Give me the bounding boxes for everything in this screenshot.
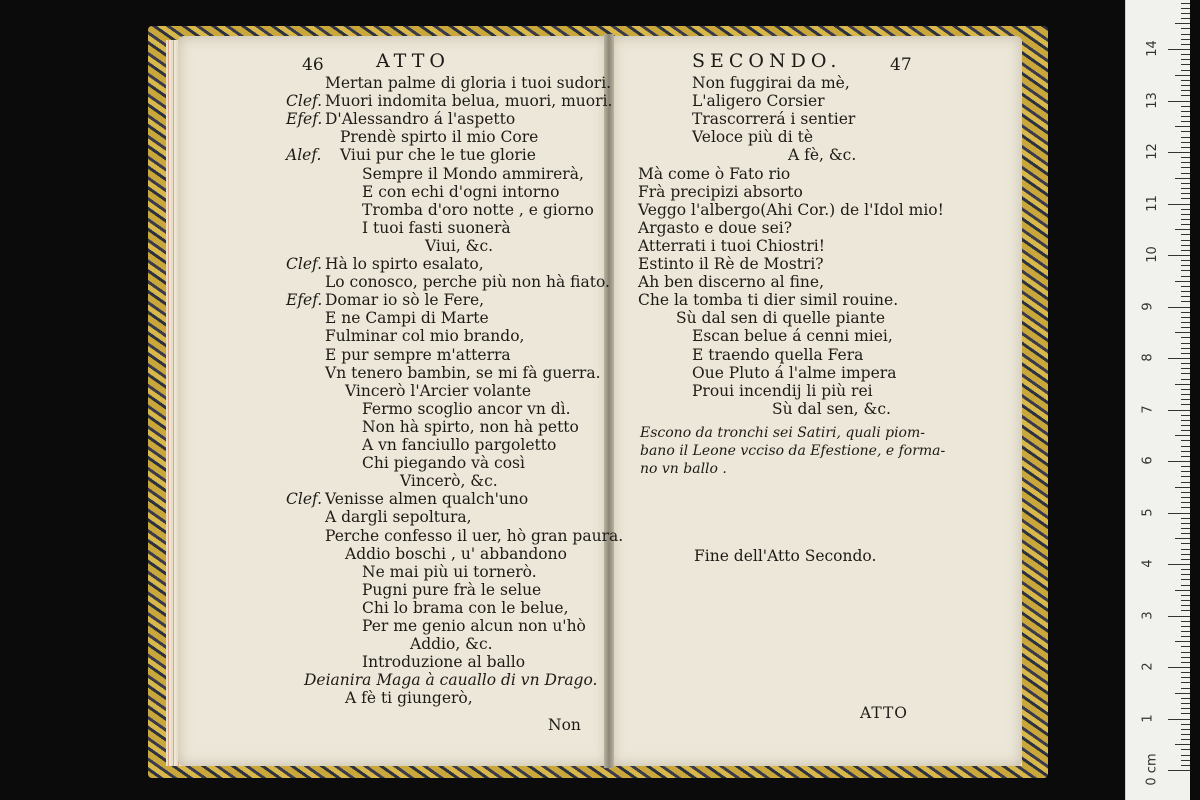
verse-line: Perche confesso il uer, hò gran paura. bbox=[325, 526, 624, 545]
right-page-number: 47 bbox=[890, 55, 912, 75]
ruler-tick bbox=[1181, 569, 1190, 570]
ruler-number: 10 bbox=[1144, 246, 1160, 263]
speaker-label: Clef. bbox=[286, 490, 323, 509]
ruler-tick bbox=[1181, 760, 1190, 761]
ruler-tick bbox=[1181, 574, 1190, 575]
ruler-tick bbox=[1181, 451, 1190, 452]
ruler-number: 7 bbox=[1140, 404, 1156, 414]
ruler-tick bbox=[1168, 719, 1190, 720]
ruler-tick bbox=[1181, 162, 1190, 163]
end-of-act-note: Fine dell'Atto Secondo. bbox=[694, 547, 877, 565]
verse-line: Pugni pure frà le selue bbox=[362, 580, 542, 599]
stage-direction-line-3: no vn ballo . bbox=[640, 461, 727, 477]
ruler-tick bbox=[1181, 106, 1190, 107]
ruler-tick bbox=[1181, 34, 1190, 35]
book-gutter bbox=[604, 34, 614, 768]
verse-line: Chi lo brama con le belue, bbox=[362, 598, 569, 617]
ruler-tick bbox=[1175, 178, 1190, 179]
ruler-tick bbox=[1168, 770, 1190, 771]
ruler-number: 5 bbox=[1140, 507, 1156, 517]
verse-line: Sù dal sen, &c. bbox=[772, 399, 891, 418]
ruler-tick bbox=[1181, 368, 1190, 369]
ruler-tick bbox=[1175, 435, 1190, 436]
ruler-tick bbox=[1181, 147, 1190, 148]
ruler-tick bbox=[1181, 626, 1190, 627]
ruler-tick bbox=[1181, 348, 1190, 349]
verse-line: Fermo scoglio ancor vn dì. bbox=[362, 399, 571, 418]
ruler-tick bbox=[1181, 198, 1190, 199]
ruler-tick bbox=[1181, 59, 1190, 60]
verse-line: Trascorrerá i sentier bbox=[692, 110, 856, 129]
ruler-number: 14 bbox=[1144, 40, 1160, 57]
verse-line: Non hà spirto, non hà petto bbox=[362, 417, 579, 436]
right-catchword: ATTO bbox=[860, 704, 909, 722]
ruler-tick bbox=[1168, 513, 1190, 514]
verse-line: Per me genio alcun non u'hò bbox=[362, 617, 586, 635]
ruler-tick bbox=[1181, 250, 1190, 251]
verse-line: Frà precipizi absorto bbox=[638, 182, 803, 201]
ruler-tick bbox=[1181, 579, 1190, 580]
ruler-tick bbox=[1181, 363, 1190, 364]
ruler-tick bbox=[1181, 425, 1190, 426]
verse-line: Oue Pluto á l'alme impera bbox=[692, 363, 897, 382]
ruler-tick bbox=[1181, 698, 1190, 699]
verse-line: Tromba d'oro notte , e giorno bbox=[362, 200, 594, 219]
ruler-number: 8 bbox=[1140, 353, 1156, 362]
ruler-tick bbox=[1181, 420, 1190, 421]
verse-line: A dargli sepoltura, bbox=[325, 508, 472, 527]
ruler-tick bbox=[1181, 729, 1190, 730]
verse-line: Proui incendij li più rei bbox=[692, 381, 873, 400]
ruler-tick bbox=[1181, 317, 1190, 318]
verse-line: Vn tenero bambin, se mi fà guerra. bbox=[325, 363, 601, 382]
ruler-number: 11 bbox=[1144, 194, 1160, 212]
ruler-number: 3 bbox=[1140, 610, 1156, 620]
verse-line: Deianira Maga à cauallo di vn Drago. bbox=[304, 671, 598, 690]
verse-line: Viui, &c. bbox=[425, 236, 494, 255]
ruler-tick bbox=[1181, 260, 1190, 261]
ruler-tick bbox=[1181, 219, 1190, 220]
verse-line: E pur sempre m'atterra bbox=[325, 345, 511, 364]
ruler-tick bbox=[1175, 75, 1190, 76]
ruler-tick bbox=[1181, 724, 1190, 725]
ruler-tick bbox=[1181, 234, 1190, 235]
ruler-tick bbox=[1181, 605, 1190, 606]
ruler-tick bbox=[1181, 373, 1190, 374]
ruler-tick bbox=[1181, 265, 1190, 266]
ruler-tick bbox=[1181, 245, 1190, 246]
ruler-tick bbox=[1175, 590, 1190, 591]
ruler-tick bbox=[1181, 13, 1190, 14]
ruler-tick bbox=[1175, 641, 1190, 642]
ruler-tick bbox=[1168, 461, 1190, 462]
ruler-tick bbox=[1168, 49, 1190, 50]
verse-line: A fè, &c. bbox=[788, 146, 857, 165]
ruler-tick bbox=[1181, 85, 1190, 86]
ruler-tick bbox=[1168, 564, 1190, 565]
ruler-tick bbox=[1181, 353, 1190, 354]
speaker-label: Efef. bbox=[286, 110, 323, 129]
ruler-tick bbox=[1181, 507, 1190, 508]
ruler-number: 2 bbox=[1140, 662, 1156, 671]
ruler-tick bbox=[1181, 209, 1190, 210]
ruler-tick bbox=[1181, 90, 1190, 91]
ruler-tick bbox=[1181, 559, 1190, 560]
ruler-tick bbox=[1181, 188, 1190, 189]
ruler-tick bbox=[1181, 646, 1190, 647]
ruler-tick bbox=[1181, 497, 1190, 498]
ruler-tick bbox=[1181, 543, 1190, 544]
verse-line: E traendo quella Fera bbox=[692, 345, 864, 364]
ruler-tick bbox=[1181, 492, 1190, 493]
verse-line: Ah ben discerno al fine, bbox=[638, 273, 824, 292]
ruler-tick bbox=[1181, 193, 1190, 194]
verse-line: Prendè spirto il mio Core bbox=[340, 128, 539, 147]
ruler-tick bbox=[1181, 404, 1190, 405]
ruler-tick bbox=[1181, 111, 1190, 112]
ruler-tick bbox=[1181, 337, 1190, 338]
verse-line: Vincerò l'Arcier volante bbox=[345, 381, 532, 400]
ruler-tick bbox=[1181, 688, 1190, 689]
speaker-label: Clef. bbox=[286, 255, 323, 273]
ruler-tick bbox=[1181, 276, 1190, 277]
ruler-tick bbox=[1181, 440, 1190, 441]
verse-line: Introduzione al ballo bbox=[362, 653, 526, 672]
verse-line: I tuoi fasti suonerà bbox=[362, 218, 511, 237]
ruler-number: 12 bbox=[1144, 143, 1160, 160]
ruler-tick bbox=[1181, 137, 1190, 138]
ruler-tick bbox=[1181, 70, 1190, 71]
ruler-tick bbox=[1181, 708, 1190, 709]
verse-line: Estinto il Rè de Mostri? bbox=[638, 255, 824, 273]
verse-line: Sempre il Mondo ammirerà, bbox=[362, 164, 584, 183]
ruler-tick bbox=[1181, 116, 1190, 117]
verse-line: Domar io sò le Fere, bbox=[325, 291, 485, 310]
ruler-tick bbox=[1181, 518, 1190, 519]
ruler-tick bbox=[1181, 80, 1190, 81]
ruler-tick bbox=[1181, 240, 1190, 241]
ruler-tick bbox=[1175, 744, 1190, 745]
ruler-tick bbox=[1181, 765, 1190, 766]
ruler-tick bbox=[1181, 471, 1190, 472]
ruler-number: 1 bbox=[1140, 713, 1156, 723]
ruler-number: 6 bbox=[1140, 456, 1156, 465]
verse-line: Lo conosco, perche più non hà fiato. bbox=[325, 273, 610, 292]
ruler-tick bbox=[1181, 533, 1190, 534]
ruler-number: 4 bbox=[1140, 559, 1156, 568]
ruler-tick bbox=[1168, 307, 1190, 308]
verse-line: Veggo l'albergo(Ahi Cor.) de l'Idol mio! bbox=[638, 200, 944, 219]
ruler-tick bbox=[1168, 358, 1190, 359]
ruler-tick bbox=[1181, 183, 1190, 184]
left-catchword: Non bbox=[548, 716, 581, 734]
ruler-tick bbox=[1181, 286, 1190, 287]
ruler-tick bbox=[1181, 399, 1190, 400]
ruler-tick bbox=[1175, 126, 1190, 127]
ruler-tick bbox=[1175, 693, 1190, 694]
ruler-tick bbox=[1175, 487, 1190, 488]
ruler-number: 13 bbox=[1144, 91, 1160, 109]
ruler-tick bbox=[1181, 224, 1190, 225]
ruler-tick bbox=[1181, 394, 1190, 395]
ruler-tick bbox=[1181, 430, 1190, 431]
ruler-tick bbox=[1181, 652, 1190, 653]
ruler-tick bbox=[1181, 343, 1190, 344]
verse-line: Veloce più di tè bbox=[692, 128, 814, 147]
ruler-tick bbox=[1168, 616, 1190, 617]
ruler-tick bbox=[1181, 379, 1190, 380]
ruler-tick bbox=[1181, 28, 1190, 29]
ruler-tick bbox=[1181, 327, 1190, 328]
ruler-tick bbox=[1175, 23, 1190, 24]
ruler-tick bbox=[1181, 682, 1190, 683]
ruler-tick bbox=[1175, 281, 1190, 282]
verse-line: Mà come ò Fato rio bbox=[638, 164, 791, 183]
ruler-tick bbox=[1181, 173, 1190, 174]
ruler-tick bbox=[1181, 610, 1190, 611]
verse-line: Che la tomba ti dier simil rouine. bbox=[638, 291, 899, 310]
ruler-tick bbox=[1181, 677, 1190, 678]
ruler-tick bbox=[1181, 95, 1190, 96]
stage-direction-line-2: bano il Leone vcciso da Efestione, e forma- bbox=[640, 443, 946, 459]
ruler-tick bbox=[1181, 18, 1190, 19]
ruler-tick bbox=[1181, 502, 1190, 503]
verse-line: Argasto e doue sei? bbox=[638, 218, 793, 237]
ruler-tick bbox=[1181, 554, 1190, 555]
ruler-tick bbox=[1181, 600, 1190, 601]
verse-line: Ne mai più ui tornerò. bbox=[362, 562, 537, 581]
ruler-tick bbox=[1181, 142, 1190, 143]
verse-line: Sù dal sen di quelle piante bbox=[676, 309, 886, 328]
ruler-tick bbox=[1181, 621, 1190, 622]
verse-line: A vn fanciullo pargoletto bbox=[362, 436, 557, 454]
verse-line: L'aligero Corsier bbox=[692, 92, 825, 111]
speaker-label: Alef. bbox=[286, 146, 322, 165]
ruler-tick bbox=[1181, 734, 1190, 735]
left-page-number: 46 bbox=[302, 55, 324, 75]
ruler-tick bbox=[1181, 456, 1190, 457]
ruler-tick bbox=[1181, 131, 1190, 132]
ruler-tick bbox=[1181, 595, 1190, 596]
ruler-tick bbox=[1181, 291, 1190, 292]
ruler-tick bbox=[1168, 152, 1190, 153]
verse-line: Vincerò, &c. bbox=[400, 472, 498, 491]
measurement-ruler bbox=[1125, 0, 1190, 800]
verse-line: Viui pur che le tue glorie bbox=[340, 146, 536, 165]
ruler-tick bbox=[1181, 466, 1190, 467]
ruler-tick bbox=[1168, 101, 1190, 102]
ruler-tick bbox=[1181, 446, 1190, 447]
ruler-tick bbox=[1181, 549, 1190, 550]
ruler-tick bbox=[1181, 389, 1190, 390]
verse-line: Chi piegando và così bbox=[362, 454, 525, 473]
ruler-tick bbox=[1168, 410, 1190, 411]
verse-line: Non fuggirai da mè, bbox=[692, 74, 850, 92]
ruler-tick bbox=[1181, 54, 1190, 55]
verse-line: E ne Campi di Marte bbox=[325, 309, 489, 328]
verse-line: Muori indomita belua, muori, muori. bbox=[325, 92, 613, 111]
ruler-tick bbox=[1181, 214, 1190, 215]
ruler-tick bbox=[1181, 631, 1190, 632]
ruler-tick bbox=[1181, 713, 1190, 714]
verse-line: Hà lo spirto esalato, bbox=[325, 255, 484, 273]
verse-line: D'Alessandro á l'aspetto bbox=[325, 110, 516, 129]
verse-line: Atterrati i tuoi Chiostri! bbox=[638, 236, 825, 255]
ruler-tick bbox=[1181, 523, 1190, 524]
ruler-tick bbox=[1181, 585, 1190, 586]
ruler-tick bbox=[1181, 64, 1190, 65]
ruler-tick bbox=[1181, 703, 1190, 704]
ruler-tick bbox=[1181, 476, 1190, 477]
ruler-unit-label: 0 cm bbox=[1144, 753, 1160, 786]
ruler-tick bbox=[1181, 121, 1190, 122]
ruler-tick bbox=[1175, 384, 1190, 385]
stage-direction-line-1: Escono da tronchi sei Satiri, quali piom- bbox=[640, 425, 925, 441]
verse-line: Escan belue á cenni miei, bbox=[692, 327, 893, 346]
ruler-tick bbox=[1181, 157, 1190, 158]
right-page-header: SECONDO. bbox=[692, 50, 842, 72]
verse-line: Venisse almen qualch'uno bbox=[325, 490, 529, 509]
verse-line: A fè ti giungerò, bbox=[345, 689, 473, 708]
ruler-tick bbox=[1181, 312, 1190, 313]
ruler-tick bbox=[1168, 204, 1190, 205]
ruler-tick bbox=[1168, 667, 1190, 668]
ruler-tick bbox=[1181, 322, 1190, 323]
ruler-tick bbox=[1181, 636, 1190, 637]
verse-line: Mertan palme di gloria i tuoi sudori. bbox=[325, 74, 612, 92]
ruler-number: 9 bbox=[1140, 301, 1156, 311]
ruler-tick bbox=[1181, 749, 1190, 750]
ruler-tick bbox=[1181, 662, 1190, 663]
left-page-header: ATTO bbox=[376, 50, 450, 72]
ruler-tick bbox=[1181, 3, 1190, 4]
ruler-tick bbox=[1181, 739, 1190, 740]
ruler-tick bbox=[1181, 672, 1190, 673]
ruler-tick bbox=[1175, 229, 1190, 230]
ruler-tick bbox=[1175, 538, 1190, 539]
ruler-tick bbox=[1181, 657, 1190, 658]
ruler-tick bbox=[1181, 755, 1190, 756]
verse-line: Fulminar col mio brando, bbox=[325, 327, 525, 346]
ruler-tick bbox=[1181, 482, 1190, 483]
ruler-tick bbox=[1181, 296, 1190, 297]
ruler-tick bbox=[1181, 270, 1190, 271]
ruler-tick bbox=[1175, 332, 1190, 333]
verse-line: Addio, &c. bbox=[410, 635, 493, 654]
speaker-label: Efef. bbox=[286, 291, 323, 310]
ruler-tick bbox=[1181, 528, 1190, 529]
ruler-tick bbox=[1181, 415, 1190, 416]
ruler-tick bbox=[1181, 44, 1190, 45]
ruler-tick bbox=[1181, 8, 1190, 9]
ruler-tick bbox=[1181, 167, 1190, 168]
verse-line: Addio boschi , u' abbandono bbox=[345, 544, 567, 563]
verse-line: E con echi d'ogni intorno bbox=[362, 182, 560, 201]
ruler-tick bbox=[1168, 255, 1190, 256]
ruler-tick bbox=[1181, 301, 1190, 302]
speaker-label: Clef. bbox=[286, 92, 323, 111]
ruler-tick bbox=[1181, 39, 1190, 40]
